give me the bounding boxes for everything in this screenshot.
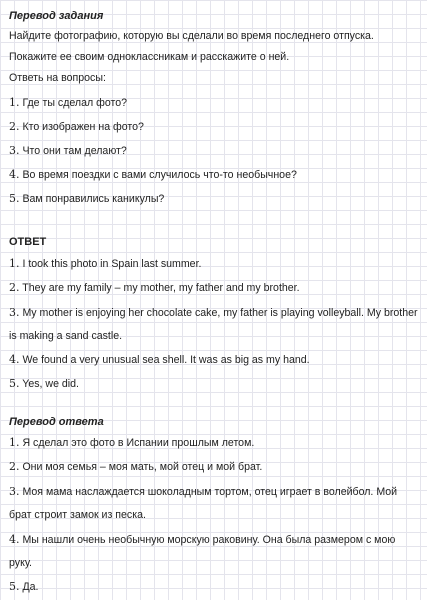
answer-text: They are my family – my mother, my father and my brother.	[19, 282, 300, 294]
question-item	[9, 188, 421, 209]
answer-number: 2.	[9, 281, 20, 294]
answer-number: 5.	[9, 377, 20, 390]
question-item	[9, 116, 421, 137]
answer-item	[9, 349, 421, 370]
answer-number: 4.	[9, 353, 20, 366]
translation-item	[9, 576, 421, 597]
translation-text: Я сделал это фото в Испании прошлым летом.	[19, 437, 255, 449]
question-text: Где ты сделал фото?	[19, 97, 128, 109]
translation-text: Да.	[19, 581, 39, 593]
translation-text: Мы нашли очень необычную морскую раковину. Она была размером с мою руку.	[9, 534, 396, 569]
question-text: Кто изображен на фото?	[19, 121, 144, 133]
task-heading: Перевод задания	[9, 10, 104, 22]
answer-heading: ОТВЕТ	[9, 236, 47, 248]
translation-item	[9, 432, 421, 453]
question-number: 2.	[9, 120, 20, 133]
translation-text: Моя мама наслаждается шоколадным тортом, отец играет в волейбол. Мой брат строит замок из песка.	[9, 486, 398, 521]
translation-item	[9, 480, 421, 528]
task-line: Покажите ее своим одноклассникам и расскажите о ней.	[9, 51, 290, 63]
answer-number: 3.	[9, 306, 20, 319]
answer-item	[9, 373, 421, 394]
answer-item	[9, 253, 421, 274]
question-item	[9, 92, 421, 113]
translation-number: 1.	[9, 436, 20, 449]
answer-number: 1.	[9, 257, 20, 270]
question-text: Во время поездки с вами случилось что-то необычное?	[19, 169, 297, 181]
question-item	[9, 164, 421, 185]
answer-text: My mother is enjoying her chocolate cake, my father is playing volleyball. My brother is making a sand castle.	[9, 307, 418, 342]
answer-item	[9, 277, 421, 298]
question-number: 5.	[9, 192, 20, 205]
document	[9, 6, 421, 597]
translation-text: Они моя семья – моя мать, мой отец и мой брат.	[19, 461, 263, 473]
answer-text: We found a very unusual sea shell. It was as big as my hand.	[19, 354, 310, 366]
question-number: 1.	[9, 96, 20, 109]
task-line: Найдите фотографию, которую вы сделали во время последнего отпуска.	[9, 30, 374, 42]
translation-number: 2.	[9, 460, 20, 473]
translation-item	[9, 456, 421, 477]
task-line: Ответь на вопросы:	[9, 72, 106, 84]
question-number: 4.	[9, 168, 20, 181]
question-text: Вам понравились каникулы?	[19, 193, 165, 205]
translation-number: 3.	[9, 485, 20, 498]
answer-text: Yes, we did.	[19, 378, 79, 390]
answer-text: I took this photo in Spain last summer.	[19, 258, 202, 270]
question-item	[9, 140, 421, 161]
question-number: 3.	[9, 144, 20, 157]
question-text: Что они там делают?	[19, 145, 127, 157]
translation-number: 5.	[9, 580, 20, 593]
translation-heading: Перевод ответа	[9, 416, 104, 428]
answer-item	[9, 301, 421, 349]
translation-item	[9, 528, 421, 576]
translation-number: 4.	[9, 533, 20, 546]
